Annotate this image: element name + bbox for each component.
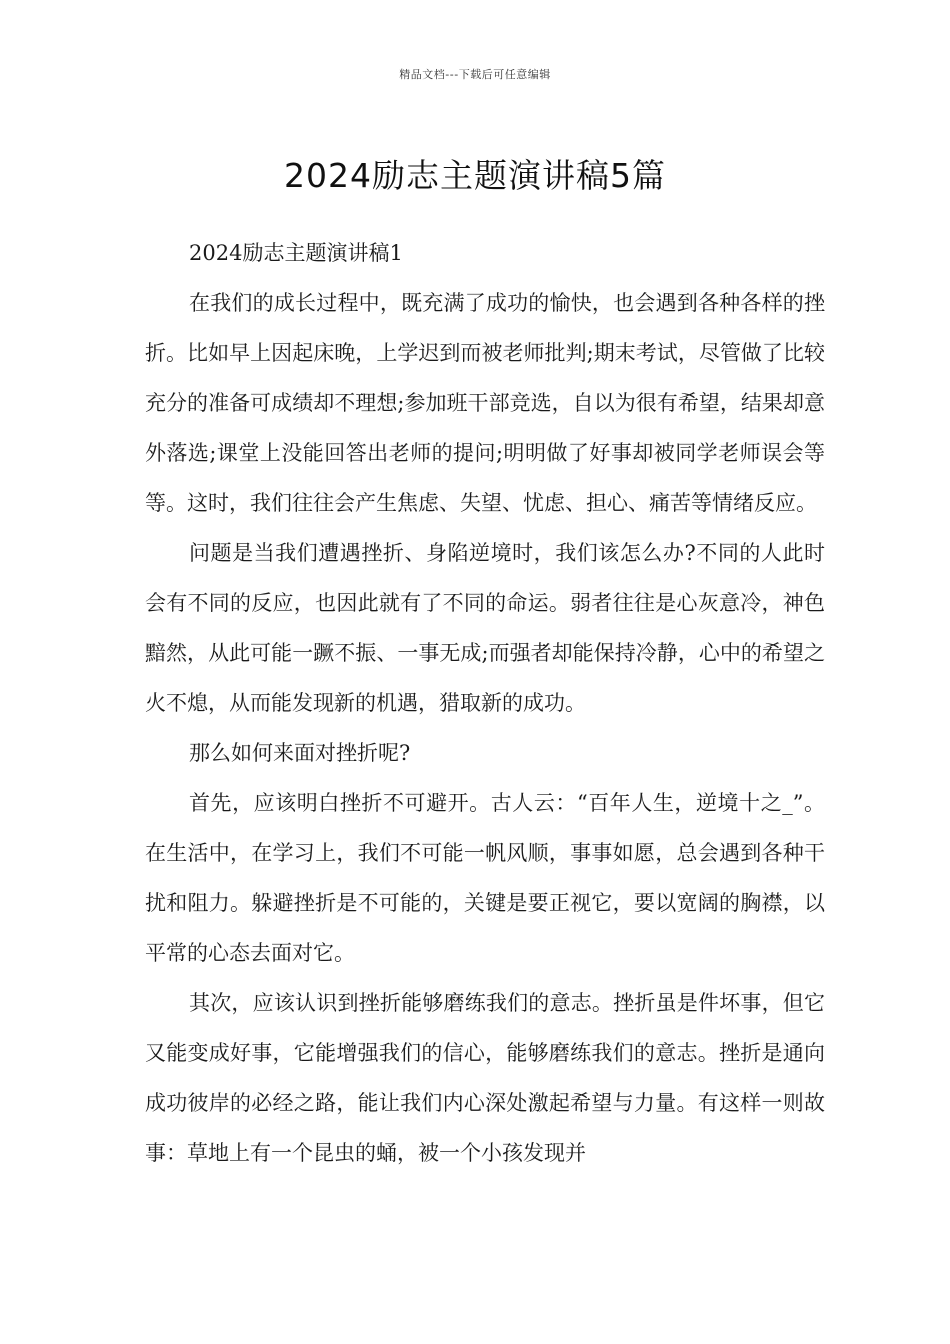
paragraph-3: 那么如何来面对挫折呢? <box>189 741 411 765</box>
header-note: 精品文档---下载后可任意编辑 <box>399 68 551 81</box>
paragraph-1: 在我们的成长过程中，既充满了成功的愉快，也会遇到各种各样的挫折。比如早上因起床晚，上学迟到而被老师批判;期末考试，尽管做了比较充分的准备可成绩却不理想;参加班干部竞选，自以为很有希望，结果却意外落选;课堂上没能回答出老师的提问;明明做了好事却被同学老师误会等等。这时，我们往往会产生焦虑、失望、忧虑、担心、痛苦等情绪反应。 <box>145 291 825 515</box>
document-body <box>145 228 825 1178</box>
paragraph-4: 首先，应该明白挫折不可避开。古人云：“百年人生，逆境十之_”。在生活中，在学习上，我们不可能一帆风顺，事事如愿，总会遇到各种干扰和阻力。躲避挫折是不可能的，关键是要正视它，要以宽阔的胸襟，以平常的心态去面对它。 <box>145 791 825 965</box>
document-title: 2024励志主题演讲稿5篇 <box>284 156 666 196</box>
paragraph-2: 问题是当我们遭遇挫折、身陷逆境时，我们该怎么办?不同的人此时会有不同的反应，也因此就有了不同的命运。弱者往往是心灰意冷，神色黯然，从此可能一蹶不振、一事无成;而强者却能保持冷静，心中的希望之火不熄，从而能发现新的机遇，猎取新的成功。 <box>145 541 825 715</box>
section-heading: 2024励志主题演讲稿1 <box>189 241 403 265</box>
paragraph-5: 其次，应该认识到挫折能够磨练我们的意志。挫折虽是件坏事，但它又能变成好事，它能增强我们的信心，能够磨练我们的意志。挫折是通向成功彼岸的必经之路，能让我们内心深处激起希望与力量。有这样一则故事：草地上有一个昆虫的蛹，被一个小孩发现并 <box>145 991 825 1165</box>
